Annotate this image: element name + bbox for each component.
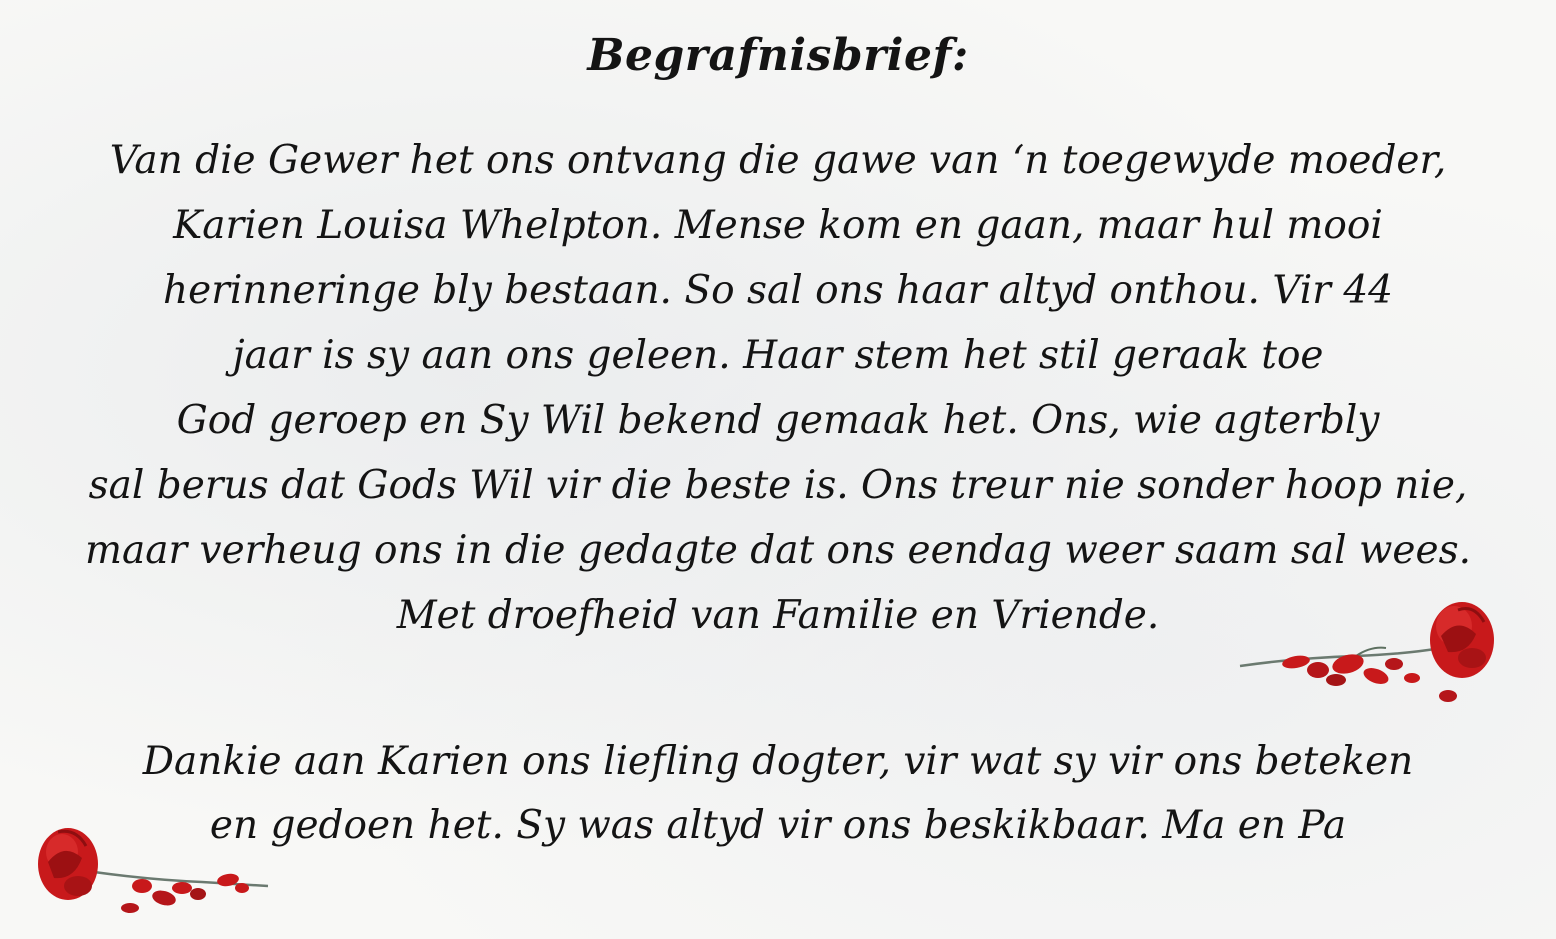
rose-petals-icon (32, 822, 272, 922)
red-rose-icon (1236, 596, 1498, 708)
letter-line: God geroep en Sy Wil bekend gemaak het. Ons, wie agterbly (176, 398, 1380, 443)
letter-line: Met droefheid van Familie en Vriende. (396, 593, 1160, 638)
thanks-line: en gedoen het. Sy was altyd vir ons beskikbaar. Ma en Pa (209, 803, 1347, 848)
letter-line: Karien Louisa Whelpton. Mense kom en gaan, maar hul mooi (173, 203, 1383, 248)
letter-line: herinneringe bly bestaan. So sal ons haar altyd onthou. Vir 44 (163, 268, 1393, 313)
page-title: Begrafnisbrief: (587, 30, 969, 81)
letter-line: maar verheug ons in die gedagte dat ons eendag weer saam sal wees. (85, 528, 1471, 573)
thanks-line: Dankie aan Karien ons liefling dogter, vir wat sy vir ons beteken (142, 739, 1414, 784)
letter-line: Van die Gewer het ons ontvang die gawe van ‘n toegewyde moeder, (109, 138, 1447, 183)
letter-paragraph (70, 128, 1486, 648)
thanks-paragraph (70, 730, 1486, 858)
letter-line: jaar is sy aan ons geleen. Haar stem het stil geraak toe (232, 333, 1324, 378)
letter-line: sal berus dat Gods Wil vir die beste is. Ons treur nie sonder hoop nie, (88, 463, 1468, 508)
